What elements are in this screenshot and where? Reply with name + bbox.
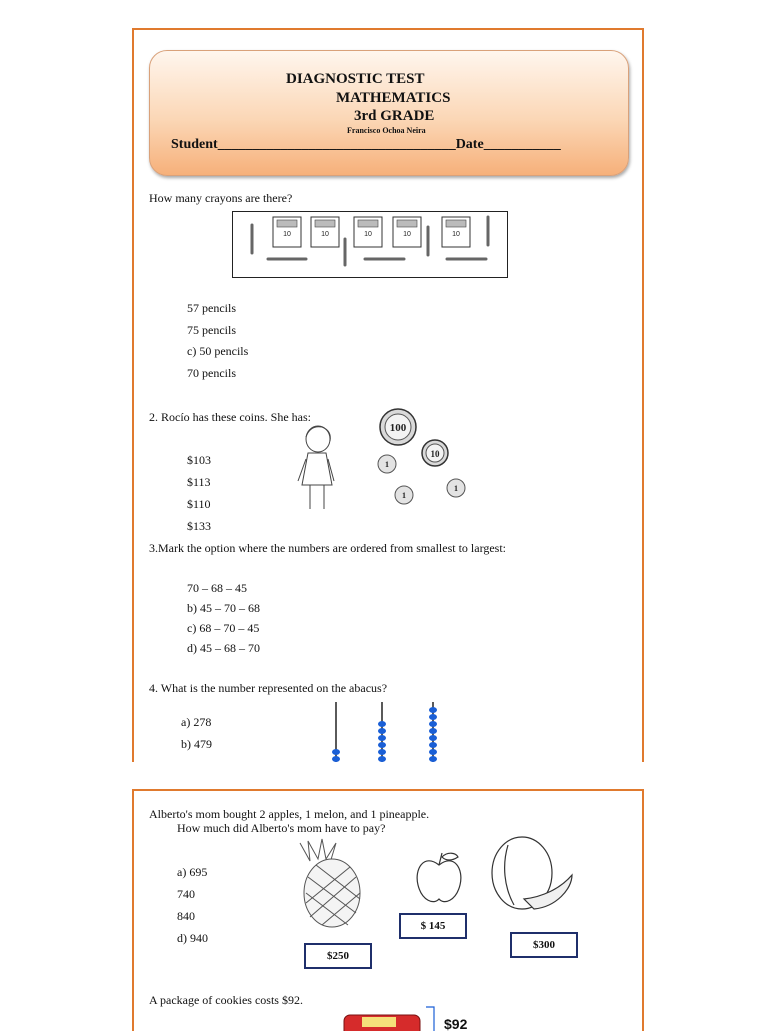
q5-option[interactable]: d) 940 [177,931,208,945]
subject-title: MATHEMATICS [336,90,451,106]
q5-option[interactable]: a) 695 [177,865,208,879]
abacus-bead [378,735,386,741]
q3-option[interactable]: 70 – 68 – 45 [187,581,247,595]
q5-question-line2: How much did Alberto's mom have to pay? [177,821,386,835]
q4-question: 4. What is the number represented on the abacus? [149,681,388,695]
coin-label: 100 [389,422,407,434]
q2-option[interactable]: $110 [187,497,211,511]
crayons-illustration [232,211,508,278]
abacus-bead [378,749,386,755]
test-title: DIAGNOSTIC TEST [286,71,425,87]
melon-icon [490,835,580,915]
q1-option[interactable]: 75 pencils [187,323,236,337]
q2-option[interactable]: $133 [187,519,211,533]
cookie-package-icon [342,1007,442,1031]
abacus-bead [429,714,437,720]
q6-question: A package of cookies costs $92. [149,993,303,1007]
crayon-box-label: 10 [364,231,372,238]
abacus-bead [332,756,340,762]
header-banner [149,50,629,176]
coins-illustration [378,408,468,508]
q4-option[interactable]: b) 479 [181,737,212,751]
q2-option[interactable]: $103 [187,453,211,467]
q3-option[interactable]: c) 68 – 70 – 45 [187,621,260,635]
abacus-bead [429,707,437,713]
q1-option[interactable]: 70 pencils [187,366,236,380]
author-name: Francisco Ochoa Neira [347,126,426,135]
q5-question-line1: Alberto's mom bought 2 apples, 1 melon, and 1 pineapple. [149,807,430,821]
crayon-box-label: 10 [403,231,411,238]
coin-label: 1 [402,491,406,500]
abacus-bead [429,749,437,755]
crayon-box-label: 10 [283,231,291,238]
q4-option[interactable]: a) 278 [181,715,212,729]
q2-option[interactable]: $113 [187,475,211,489]
abacus-bead [378,721,386,727]
student-label: Student [171,137,218,152]
q1-option[interactable]: c) 50 pencils [187,344,249,358]
q2-question: 2. Rocío has these coins. She has: [149,410,311,424]
crayon-box-label: 10 [452,231,460,238]
pineapple-price: $250 [304,943,372,969]
coin-label: 10 [430,449,440,459]
grade-title: 3rd GRADE [354,108,435,124]
abacus-bead [332,749,340,755]
abacus-bead [429,756,437,762]
cookie-price: $92 [444,1016,468,1031]
q5-option[interactable]: 740 [177,887,195,901]
date-label: Date [455,137,484,152]
abacus-bead [429,742,437,748]
q5-option[interactable]: 840 [177,909,195,923]
student-date-line [171,137,561,153]
girl-illustration [294,423,338,511]
q1-question: How many crayons are there? [149,191,293,205]
abacus-bead [378,756,386,762]
q3-question: 3.Mark the option where the numbers are ordered from smallest to largest: [149,541,507,555]
q3-option[interactable]: b) 45 – 70 – 68 [187,601,260,615]
q1-option[interactable]: 57 pencils [187,301,236,315]
q3-option[interactable]: d) 45 – 68 – 70 [187,641,260,655]
coin-label: 1 [454,484,458,493]
crayon-box-label: 10 [321,231,329,238]
date-blank: ___________ [483,137,561,152]
student-blank: __________________________________ [217,137,456,152]
worksheet-page-2 [132,789,644,1031]
abacus-bead [378,742,386,748]
apple-price: $ 145 [399,913,467,939]
coin-label: 1 [385,460,389,469]
abacus-bead [378,728,386,734]
abacus-bead [429,728,437,734]
abacus-bead [429,735,437,741]
melon-price: $300 [510,932,578,958]
apple-icon [414,851,464,905]
worksheet-page-1 [132,28,644,762]
pineapple-icon [280,837,370,927]
abacus-bead [429,721,437,727]
abacus-illustration [324,700,444,762]
